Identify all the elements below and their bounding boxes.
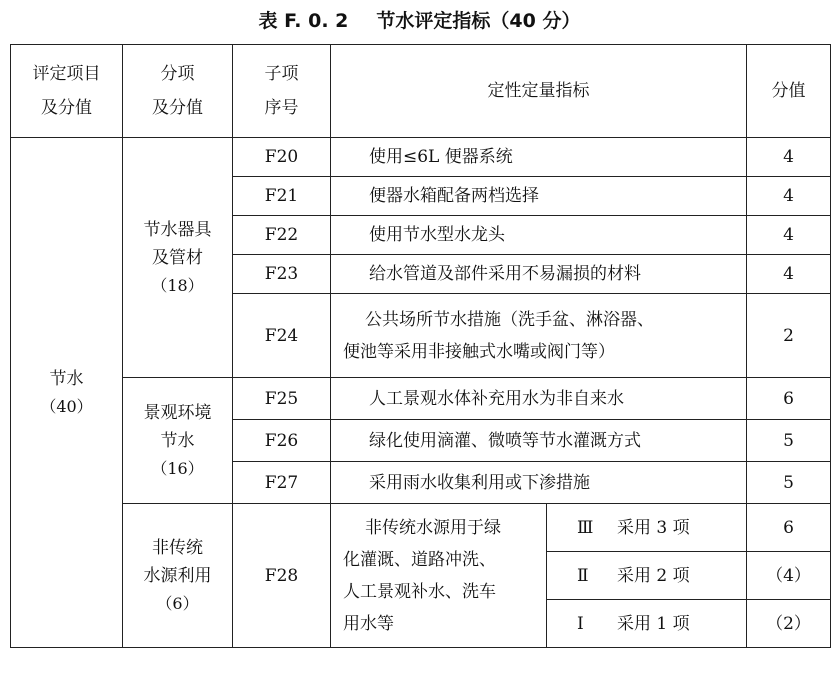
header-indicator: 定性定量指标 [331,45,747,138]
option-cell [547,504,747,552]
row-id: F22 [233,216,331,255]
table-number: 表 F. 0. 2 [258,10,349,32]
row-value: （4） [747,552,831,600]
header-row [11,45,831,138]
option-cell [547,600,747,648]
row-value: 5 [747,462,831,504]
option-label: 采用 1 项 [617,613,690,634]
row-text: 人工景观水体补充用水为非自来水 [331,378,747,420]
row-value: 6 [747,378,831,420]
row-value: 4 [747,216,831,255]
row-id: F28 [233,504,331,648]
row-text: 公共场所节水措施（洗手盆、淋浴器、 便池等采用非接触式水嘴或阀门等） [331,294,747,378]
table-caption [0,6,839,36]
row-text: 采用雨水收集利用或下渗措施 [331,462,747,504]
row-value: 4 [747,138,831,177]
table-row [11,378,831,420]
category-score: （40） [40,396,93,416]
header-evaluation-item: 评定项目 及分值 [11,45,123,138]
option-level: Ⅱ [577,565,589,586]
option-cell [547,552,747,600]
header-score: 分值 [747,45,831,138]
group-cell: 节水器具 及管材 （18） [123,138,233,378]
row-value: 4 [747,255,831,294]
table-row [11,504,831,552]
header-sub-item: 分项 及分值 [123,45,233,138]
row-id: F24 [233,294,331,378]
row-text: 便器水箱配备两档选择 [331,177,747,216]
row-id: F27 [233,462,331,504]
row-value: （2） [747,600,831,648]
row-id: F23 [233,255,331,294]
row-text: 使用≤6L 便器系统 [331,138,747,177]
option-label: 采用 3 项 [617,517,690,538]
row-value: 4 [747,177,831,216]
row-text: 给水管道及部件采用不易漏损的材料 [331,255,747,294]
row-value: 5 [747,420,831,462]
option-level: Ⅰ [577,613,584,634]
category-name: 节水 [49,368,84,389]
row-id: F21 [233,177,331,216]
table-title: 节水评定指标（40 分） [376,10,581,32]
row-text: 绿化使用滴灌、微喷等节水灌溉方式 [331,420,747,462]
option-label: 采用 2 项 [617,565,690,586]
option-level: Ⅲ [577,517,594,538]
evaluation-table [10,44,831,648]
category-cell [11,138,123,648]
row-value: 6 [747,504,831,552]
row-id: F20 [233,138,331,177]
row-id: F26 [233,420,331,462]
header-sub-number: 子项 序号 [233,45,331,138]
row-text: 使用节水型水龙头 [331,216,747,255]
table-row [11,138,831,177]
row-text: 非传统水源用于绿 化灌溉、道路冲洗、 人工景观补水、洗车 用水等 [331,504,547,648]
group-cell: 非传统 水源利用 （6） [123,504,233,648]
row-value: 2 [747,294,831,378]
row-id: F25 [233,378,331,420]
group-cell: 景观环境 节水 （16） [123,378,233,504]
